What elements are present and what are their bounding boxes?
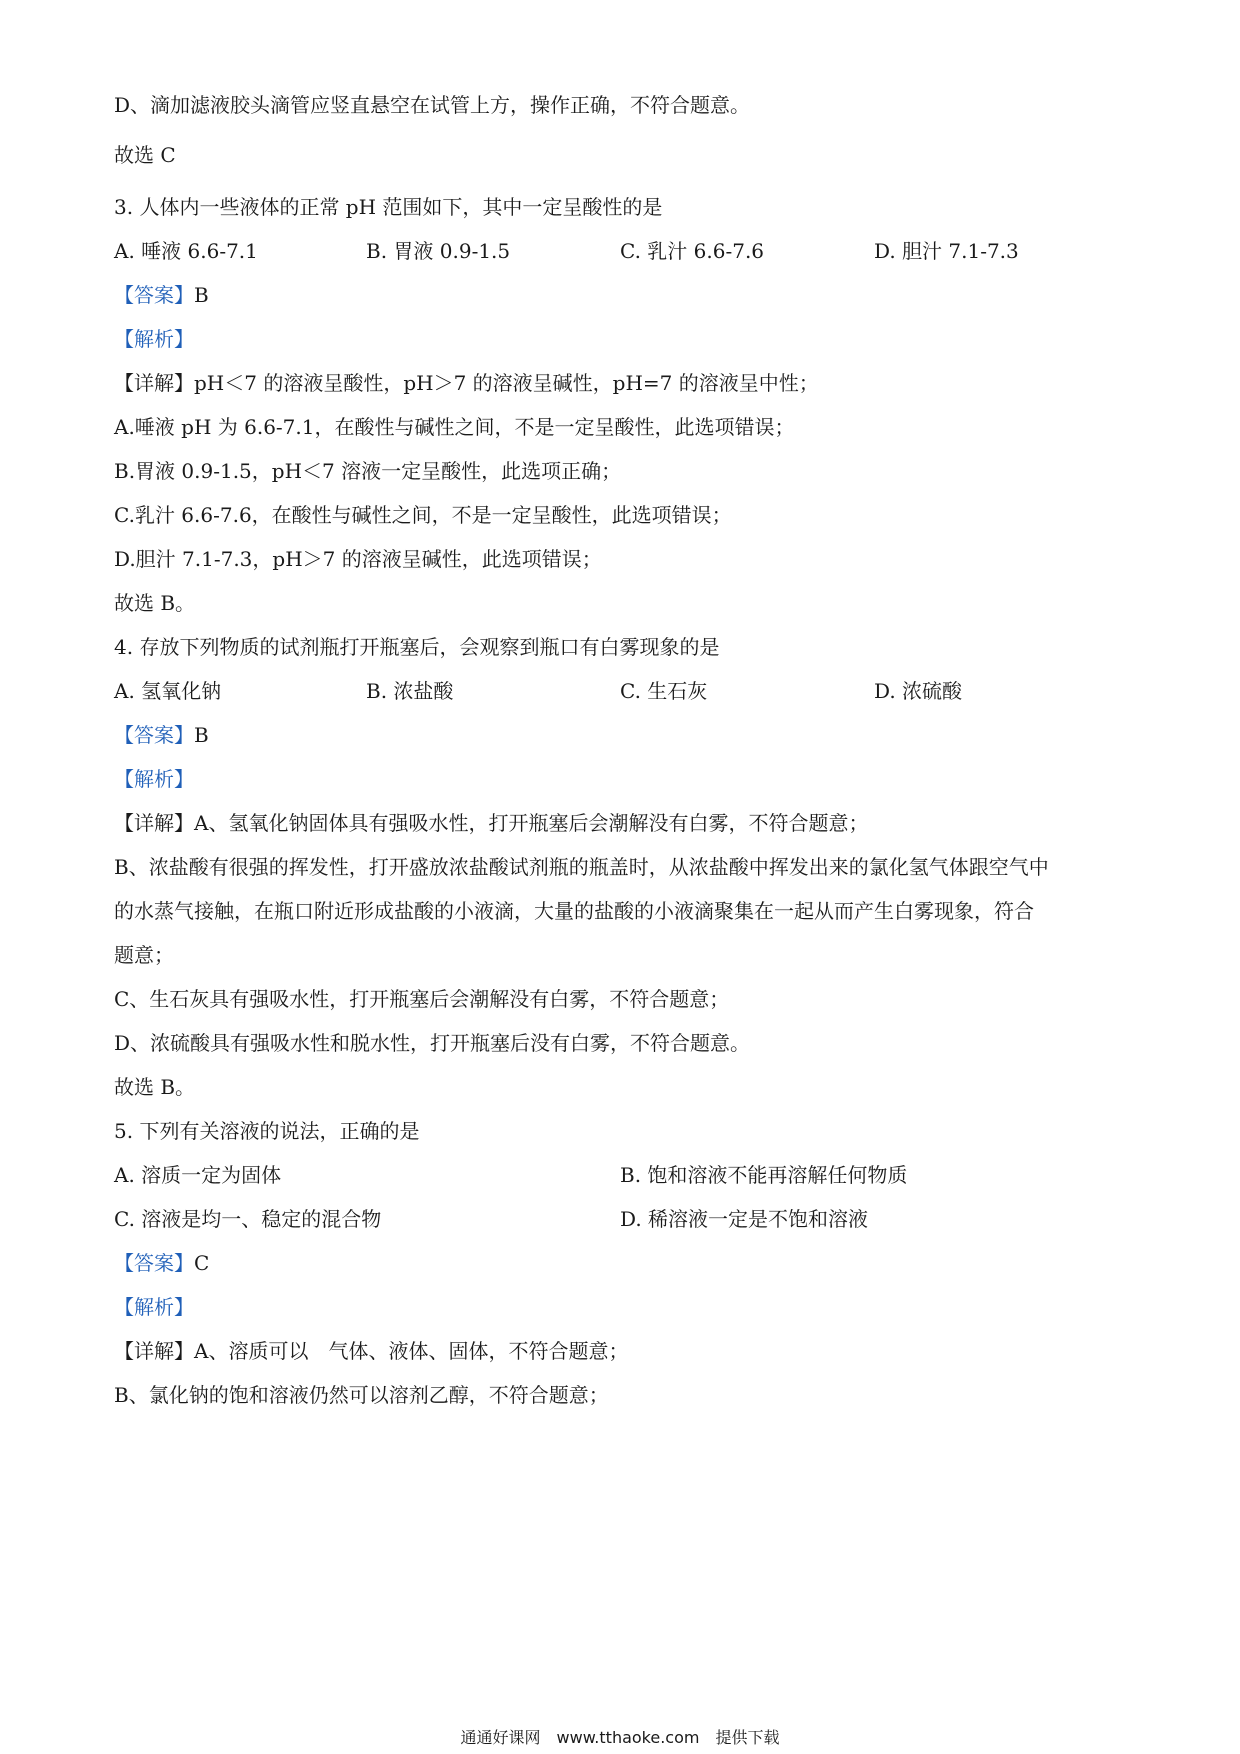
q5-option-a: A. 溶质一定为固体 (114, 1163, 282, 1187)
detail-text: A、溶质可以 气体、液体、固体，不符合题意； (194, 1339, 629, 1363)
q3-option-b: B. 胃液 0.9-1.5 (366, 239, 511, 263)
text-line: D.胆汁 7.1-7.3，pH＞7 的溶液呈碱性，此选项错误； (114, 547, 602, 571)
text-line: C、生石灰具有强吸水性，打开瓶塞后会潮解没有白雾，不符合题意； (114, 987, 730, 1011)
text-line: B.胃液 0.9-1.5，pH＜7 溶液一定呈酸性，此选项正确； (114, 459, 622, 483)
q3-option-d: D. 胆汁 7.1-7.3 (874, 239, 1019, 263)
q4-answer (114, 722, 209, 748)
q4-option-b: B. 浓盐酸 (366, 679, 454, 703)
question-5: 5. 下列有关溶液的说法，正确的是 (114, 1119, 420, 1143)
q5-option-d: D. 稀溶液一定是不饱和溶液 (620, 1207, 869, 1231)
q4-detail (114, 810, 868, 836)
q5-answer (114, 1250, 209, 1276)
q3-option-a: A. 唾液 6.6-7.1 (114, 239, 258, 263)
answer-value: C (194, 1251, 210, 1275)
answer-value: B (194, 283, 209, 307)
q5-option-b: B. 饱和溶液不能再溶解任何物质 (620, 1163, 908, 1187)
q4-option-c: C. 生石灰 (620, 679, 708, 703)
text-line: D、滴加滤液胶头滴管应竖直悬空在试管上方，操作正确，不符合题意。 (114, 93, 751, 117)
page-footer: 通通好课网 www.tthaoke.com 提供下载 (460, 1728, 780, 1747)
q5-detail (114, 1338, 628, 1364)
q5-analysis-tag: 【解析】 (114, 1295, 194, 1319)
answer-tag: 【答案】 (114, 1251, 194, 1275)
q4-option-d: D. 浓硫酸 (874, 679, 963, 703)
text-line: 故选 B。 (114, 591, 196, 615)
question-4: 4. 存放下列物质的试剂瓶打开瓶塞后，会观察到瓶口有白雾现象的是 (114, 635, 720, 659)
q3-detail (114, 370, 819, 396)
answer-value: B (194, 723, 209, 747)
q3-answer (114, 282, 209, 308)
text-line: C.乳汁 6.6-7.6，在酸性与碱性之间，不是一定呈酸性，此选项错误； (114, 503, 732, 527)
text-line: 故选 B。 (114, 1075, 196, 1099)
text-line: 故选 C (114, 143, 176, 167)
q3-analysis-tag: 【解析】 (114, 327, 194, 351)
q3-option-c: C. 乳汁 6.6-7.6 (620, 239, 765, 263)
q4-analysis-tag: 【解析】 (114, 767, 194, 791)
text-line: A.唾液 pH 为 6.6-7.1，在酸性与碱性之间，不是一定呈酸性，此选项错误； (114, 415, 795, 439)
detail-tag: 【详解】 (114, 371, 194, 395)
q4-option-a: A. 氢氧化钠 (114, 679, 222, 703)
answer-tag: 【答案】 (114, 283, 194, 307)
detail-text: A、氢氧化钠固体具有强吸水性，打开瓶塞后会潮解没有白雾，不符合题意； (194, 811, 869, 835)
text-line: D、浓硫酸具有强吸水性和脱水性，打开瓶塞后没有白雾，不符合题意。 (114, 1031, 751, 1055)
text-line: 题意； (114, 943, 174, 967)
text-line: 的水蒸气接触，在瓶口附近形成盐酸的小液滴，大量的盐酸的小液滴聚集在一起从而产生白雾现象，符合 (114, 899, 1034, 923)
question-3: 3. 人体内一些液体的正常 pH 范围如下，其中一定呈酸性的是 (114, 195, 663, 219)
text-line: B、浓盐酸有很强的挥发性，打开盛放浓盐酸试剂瓶的瓶盖时，从浓盐酸中挥发出来的氯化氢气体跟空气中 (114, 855, 1049, 879)
q5-option-c: C. 溶液是均一、稳定的混合物 (114, 1207, 382, 1231)
detail-tag: 【详解】 (114, 1339, 194, 1363)
detail-tag: 【详解】 (114, 811, 194, 835)
text-line: B、氯化钠的饱和溶液仍然可以溶剂乙醇，不符合题意； (114, 1383, 609, 1407)
answer-tag: 【答案】 (114, 723, 194, 747)
detail-text: pH＜7 的溶液呈酸性，pH＞7 的溶液呈碱性，pH=7 的溶液呈中性； (194, 371, 819, 395)
